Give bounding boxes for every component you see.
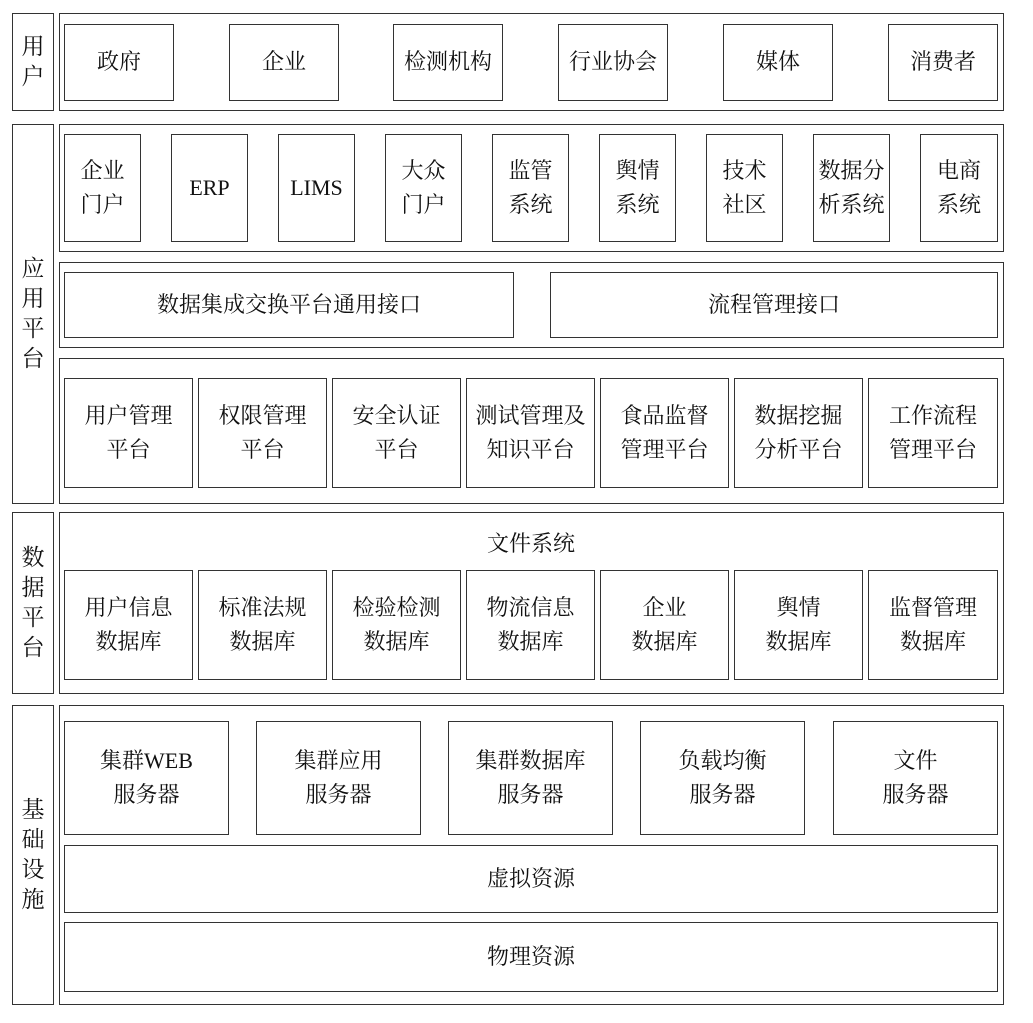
- interface-process-management: 流程管理接口: [550, 272, 998, 338]
- system-data-analysis: 数据分 析系统: [813, 134, 890, 242]
- user-item-consumer: 消费者: [888, 24, 998, 101]
- user-item-media: 媒体: [723, 24, 833, 101]
- system-supervision: 监管 系统: [492, 134, 569, 242]
- platform-workflow: 工作流程 管理平台: [868, 378, 998, 488]
- system-public-opinion: 舆情 系统: [599, 134, 676, 242]
- db-standards-regulations: 标准法规 数据库: [198, 570, 327, 680]
- platform-user-management: 用户管理 平台: [64, 378, 193, 488]
- app-layer-label: 应 用 平 台: [12, 124, 54, 504]
- system-tech-community: 技术 社区: [706, 134, 783, 242]
- server-cluster-application: 集群应用 服务器: [256, 721, 421, 835]
- user-item-enterprise: 企业: [229, 24, 339, 101]
- server-load-balancing: 负载均衡 服务器: [640, 721, 805, 835]
- user-item-government: 政府: [64, 24, 174, 101]
- db-public-opinion: 舆情 数据库: [734, 570, 863, 680]
- platform-test-knowledge: 测试管理及 知识平台: [466, 378, 595, 488]
- db-inspection-testing: 检验检测 数据库: [332, 570, 461, 680]
- platform-permission-management: 权限管理 平台: [198, 378, 327, 488]
- system-erp: ERP: [171, 134, 248, 242]
- virtual-resources: 虚拟资源: [64, 845, 998, 913]
- platform-data-mining: 数据挖掘 分析平台: [734, 378, 863, 488]
- server-cluster-web: 集群WEB 服务器: [64, 721, 229, 835]
- db-enterprise: 企业 数据库: [600, 570, 729, 680]
- system-public-portal: 大众 门户: [385, 134, 462, 242]
- platform-security-auth: 安全认证 平台: [332, 378, 461, 488]
- user-layer-label: 用 户: [12, 13, 54, 111]
- interface-data-integration: 数据集成交换平台通用接口: [64, 272, 514, 338]
- server-cluster-database: 集群数据库 服务器: [448, 721, 613, 835]
- file-system-title: 文件系统: [486, 530, 575, 556]
- infra-layer-label: 基 础 设 施: [12, 705, 54, 1005]
- db-logistics-info: 物流信息 数据库: [466, 570, 595, 680]
- db-user-info: 用户信息 数据库: [64, 570, 193, 680]
- platform-food-supervision: 食品监督 管理平台: [600, 378, 729, 488]
- user-layer-panel: [59, 13, 1004, 111]
- physical-resources: 物理资源: [64, 922, 998, 992]
- system-ecommerce: 电商 系统: [920, 134, 998, 242]
- user-item-industry-association: 行业协会: [558, 24, 668, 101]
- data-layer-label: 数 据 平 台: [12, 512, 54, 694]
- system-enterprise-portal: 企业 门户: [64, 134, 141, 242]
- user-item-testing-agency: 检测机构: [393, 24, 503, 101]
- server-file: 文件 服务器: [833, 721, 998, 835]
- system-lims: LIMS: [278, 134, 355, 242]
- db-supervision-management: 监督管理 数据库: [868, 570, 998, 680]
